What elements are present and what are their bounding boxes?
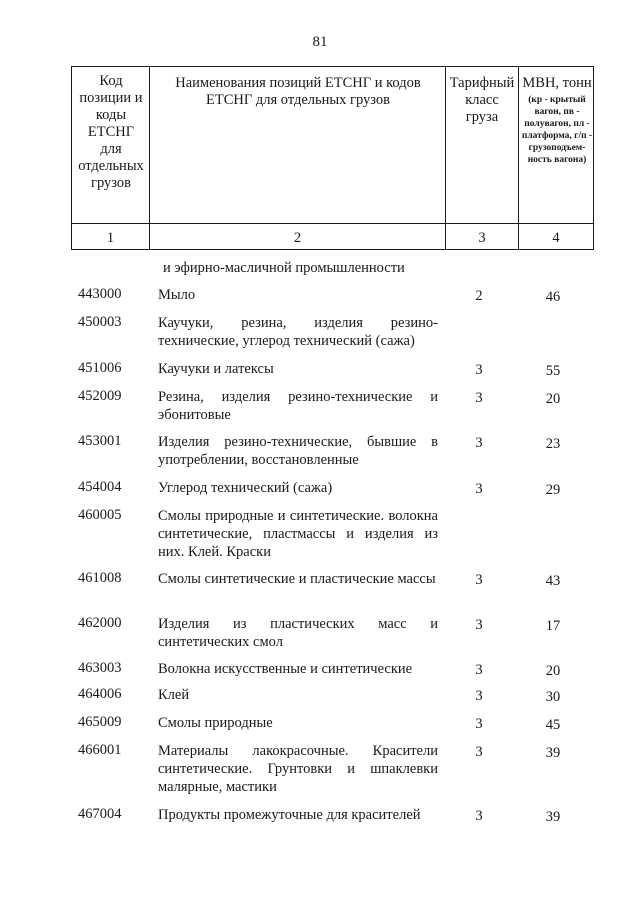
row-code: 454004 bbox=[78, 479, 122, 495]
row-code: 451006 bbox=[78, 360, 122, 376]
row-code: 464006 bbox=[78, 686, 122, 702]
row-code: 452009 bbox=[78, 388, 122, 404]
col4-note: (кр - крытый вагон, пв - полувагон, пл - платформа, г/п - грузоподъем-ность вагона) bbox=[521, 95, 593, 165]
row-mvn: 20 bbox=[545, 391, 561, 407]
row-name: Продукты промежуточные для красителей bbox=[158, 807, 421, 823]
row-name: Каучуки, резина, изделия резино-технические, углерод технический (сажа) bbox=[158, 315, 438, 349]
column-divider bbox=[518, 67, 519, 249]
row-class: 3 bbox=[475, 662, 483, 678]
row-name: Волокна искусственные и синтетические bbox=[158, 661, 413, 677]
row-name: Мыло bbox=[158, 287, 196, 303]
row-name: Материалы лакокрасочные. Красители синтетические. Грунтовки и шпаклевки малярные, мастики bbox=[158, 743, 438, 795]
row-class: 3 bbox=[475, 716, 483, 732]
row-mvn: 55 bbox=[545, 363, 561, 379]
row-mvn: 45 bbox=[545, 717, 561, 733]
row-code: 465009 bbox=[78, 714, 122, 730]
column-divider bbox=[445, 67, 446, 249]
row-class: 3 bbox=[475, 481, 483, 497]
row-class: 3 bbox=[475, 808, 483, 824]
row-mvn: 23 bbox=[545, 436, 561, 452]
row-class: 3 bbox=[475, 435, 483, 451]
col4-title: МВН, тонн bbox=[522, 75, 592, 91]
row-name: Изделия резино-технические, бывшие в употреблении, восстановленные bbox=[158, 434, 438, 468]
row-code: 450003 bbox=[78, 314, 122, 330]
row-class: 3 bbox=[475, 744, 483, 760]
row-mvn: 43 bbox=[545, 573, 561, 589]
row-mvn: 29 bbox=[545, 482, 561, 498]
row-class: 3 bbox=[475, 572, 483, 588]
col3-number: 3 bbox=[478, 230, 486, 246]
row-class: 2 bbox=[475, 288, 483, 304]
row-name: Углерод технический (сажа) bbox=[158, 480, 333, 496]
row-mvn: 46 bbox=[545, 289, 561, 305]
row-name: Клей bbox=[158, 687, 190, 703]
row-code: 453001 bbox=[78, 433, 122, 449]
row-class: 3 bbox=[475, 617, 483, 633]
row-class: 3 bbox=[475, 362, 483, 378]
row-mvn: 30 bbox=[545, 689, 561, 705]
row-name: Смолы природные и синтетические. волокна синтетические, пластмассы и изделия из них. Клей. Краски bbox=[158, 508, 438, 560]
row-code: 443000 bbox=[78, 286, 122, 302]
column-divider bbox=[149, 67, 150, 249]
table-header bbox=[71, 66, 594, 250]
row-code: 462000 bbox=[78, 615, 122, 631]
row-name: Смолы синтетические и пластические массы bbox=[158, 571, 436, 587]
continuation-text: и эфирно-масличной промышленности bbox=[163, 260, 405, 276]
row-code: 460005 bbox=[78, 507, 122, 523]
row-name: Каучуки и латексы bbox=[158, 361, 274, 377]
row-code: 466001 bbox=[78, 742, 122, 758]
row-class: 3 bbox=[475, 390, 483, 406]
col4-number: 4 bbox=[552, 230, 560, 246]
row-code: 461008 bbox=[78, 570, 122, 586]
row-code: 467004 bbox=[78, 806, 122, 822]
row-name: Резина, изделия резино-технические и эбонитовые bbox=[158, 389, 438, 423]
row-mvn: 39 bbox=[545, 745, 561, 761]
col1-header: Код позиции и коды ЕТСНГ для отдельных грузов bbox=[78, 73, 144, 191]
row-mvn: 39 bbox=[545, 809, 561, 825]
row-class: 3 bbox=[475, 688, 483, 704]
col3-header: Тарифный класс груза bbox=[449, 75, 515, 125]
row-name: Смолы природные bbox=[158, 715, 273, 731]
row-mvn: 20 bbox=[545, 663, 561, 679]
page-number: 81 bbox=[312, 34, 328, 50]
row-code: 463003 bbox=[78, 660, 122, 676]
row-mvn: 17 bbox=[545, 618, 561, 634]
col2-header: Наименования позиций ЕТСНГ и кодов ЕТСНГ для отдельных грузов bbox=[175, 75, 421, 108]
col4-header bbox=[521, 75, 593, 166]
header-row-divider bbox=[72, 223, 593, 224]
col1-number: 1 bbox=[106, 230, 115, 246]
row-name: Изделия из пластических масс и синтетических смол bbox=[158, 616, 438, 650]
col2-number: 2 bbox=[293, 230, 302, 246]
